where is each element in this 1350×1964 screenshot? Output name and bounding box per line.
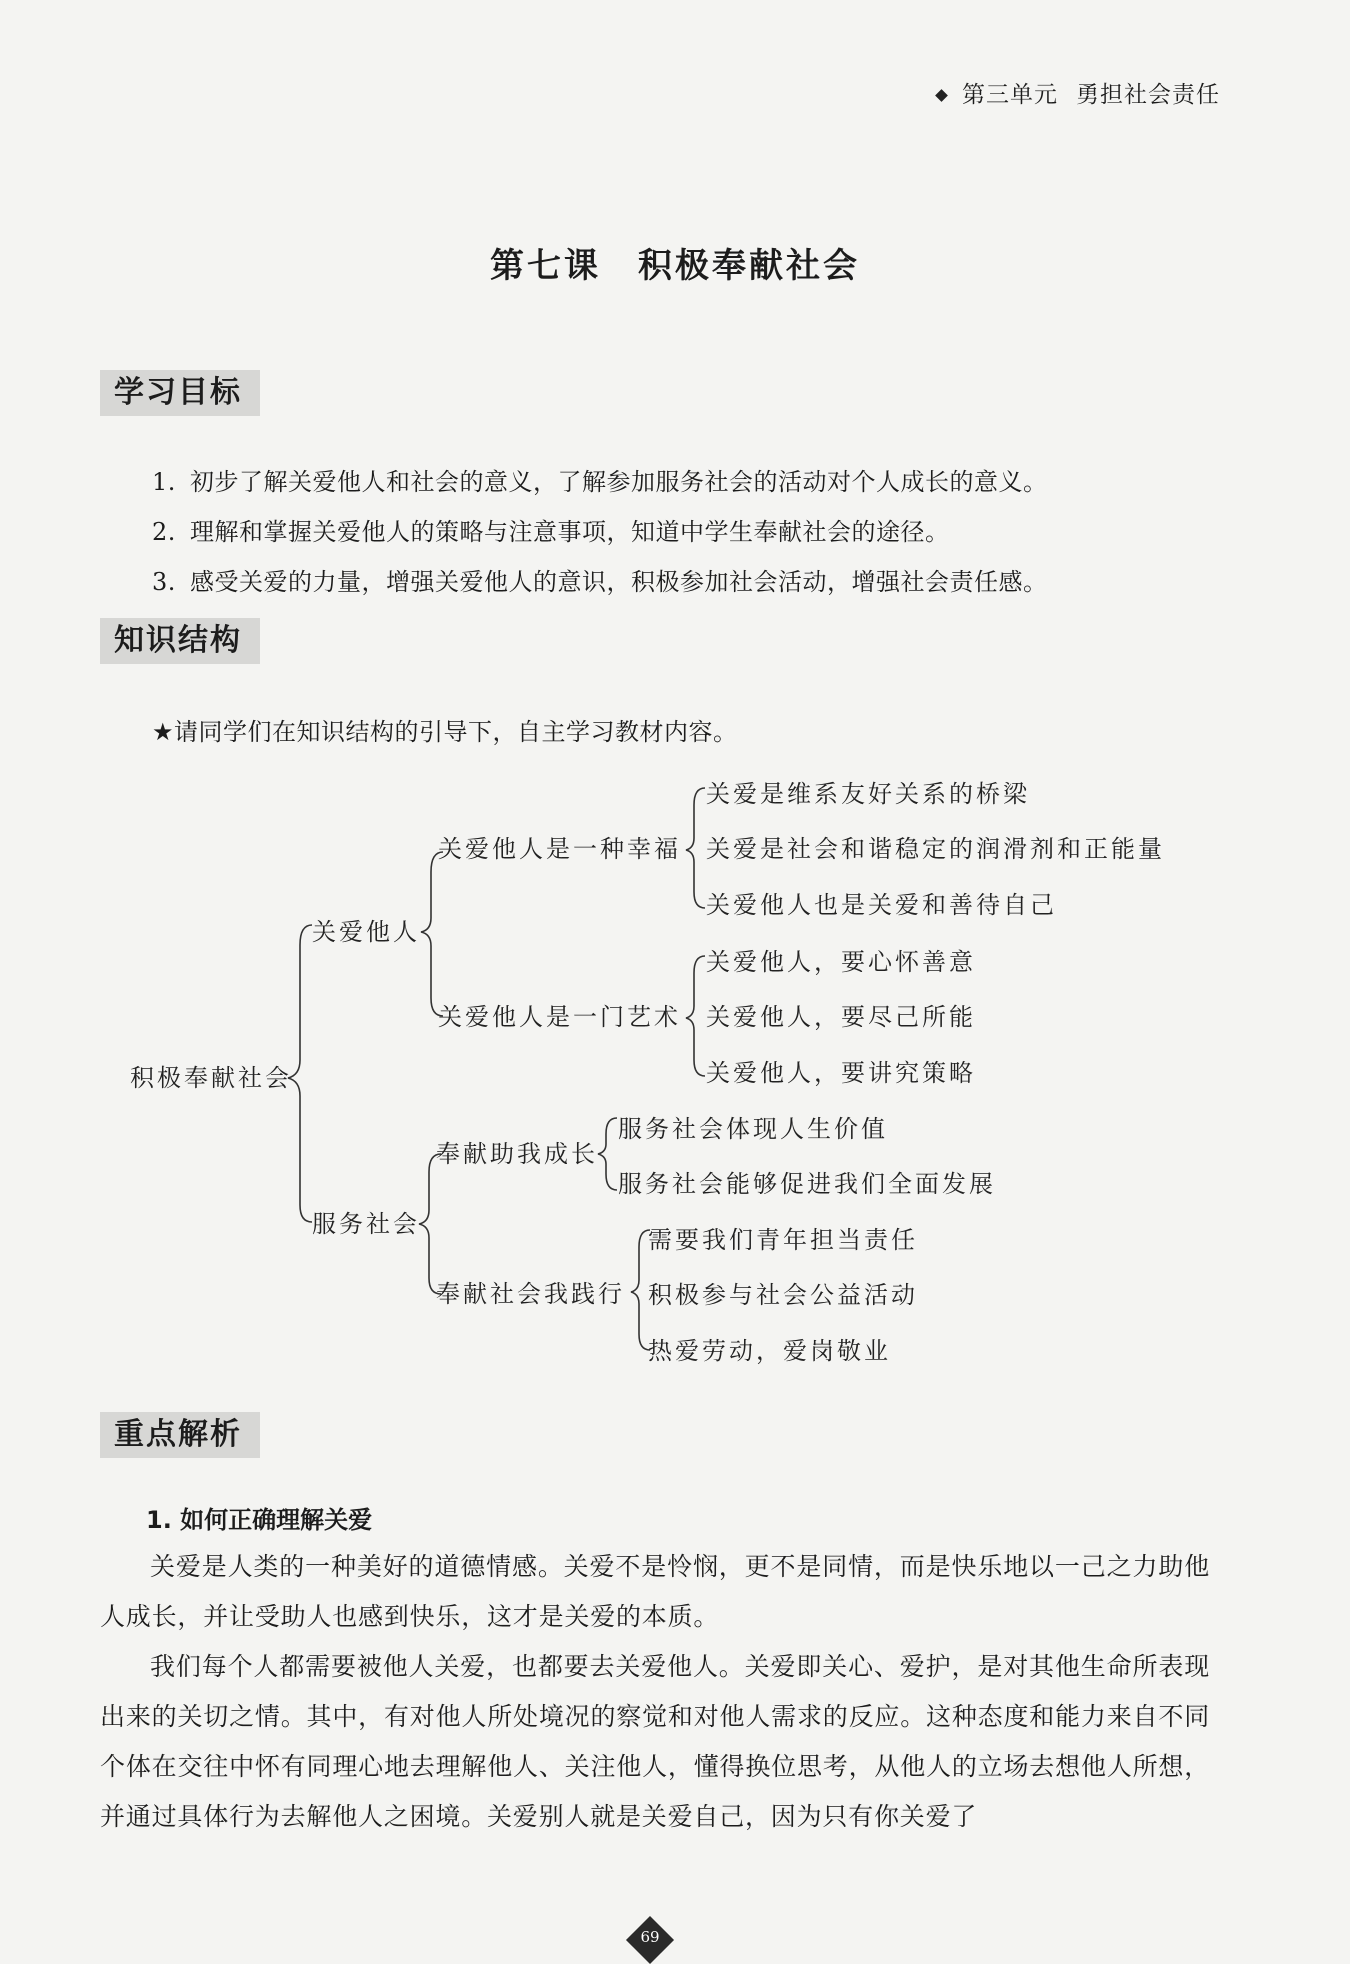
tree-node-serve-growth: 奉献助我成长 <box>436 1140 598 1168</box>
tree-leaf: 服务社会体现人生价值 <box>618 1115 888 1143</box>
page-number-badge <box>627 1917 673 1963</box>
goal-number: 2. <box>152 518 176 546</box>
analysis-heading: 重点解析 <box>100 1412 260 1458</box>
brace-growth <box>598 1118 617 1190</box>
goal-text: 感受关爱的力量，增强关爱他人的意识，积极参加社会活动，增强社会责任感。 <box>190 568 1048 596</box>
tree-root-node: 积极奉献社会 <box>130 1064 292 1092</box>
tree-node-care-art: 关爱他人是一门艺术 <box>438 1003 681 1031</box>
unit-title: 勇担社会责任 <box>1076 82 1220 108</box>
tree-leaf: 积极参与社会公益活动 <box>648 1281 918 1309</box>
goal-number: 1. <box>152 468 176 496</box>
body-paragraph: 关爱是人类的一种美好的道德情感。关爱不是怜悯，更不是同情，而是快乐地以一己之力助他人成长，并让受助人也感到快乐，这才是关爱的本质。 <box>100 1552 1210 1631</box>
point-title: 1. 如何正确理解关爱 <box>146 1506 373 1534</box>
tree-node-serve-practice: 奉献社会我践行 <box>436 1280 625 1308</box>
tree-branch-serve: 服务社会 <box>312 1210 420 1238</box>
lesson-title: 第七课 积极奉献社会 <box>490 246 860 286</box>
tree-leaf: 关爱他人，要心怀善意 <box>706 948 976 976</box>
goal-text: 理解和掌握关爱他人的策略与注意事项，知道中学生奉献社会的途径。 <box>190 518 950 546</box>
page-number: 69 <box>640 1928 660 1946</box>
brace-happiness <box>686 788 705 908</box>
goal-number: 3. <box>152 568 176 596</box>
tree-branch-care: 关爱他人 <box>312 918 420 946</box>
tree-leaf: 关爱是维系友好关系的桥梁 <box>706 780 1030 808</box>
tree-leaf: 关爱他人，要讲究策略 <box>706 1059 976 1087</box>
goal-text: 初步了解关爱他人和社会的意义，了解参加服务社会的活动对个人成长的意义。 <box>190 468 1048 496</box>
tree-leaf: 关爱他人也是关爱和善待自己 <box>706 891 1057 919</box>
tree-leaf: 关爱他人，要尽己所能 <box>706 1003 976 1031</box>
tree-leaf: 热爱劳动，爱岗敬业 <box>648 1337 891 1365</box>
tree-leaf: 服务社会能够促进我们全面发展 <box>618 1170 996 1198</box>
goals-heading: 学习目标 <box>100 370 260 416</box>
tree-node-care-happiness: 关爱他人是一种幸福 <box>438 835 681 863</box>
body-paragraph: 我们每个人都需要被他人关爱，也都要去关爱他人。关爱即关心、爱护，是对其他生命所表现出来的关切之情。其中，有对他人所处境况的察觉和对他人需求的反应。这种态度和能力来自不同个体在交往中怀有同理心地去理解他人、关注他人，懂得换位思考，从他人的立场去想他人所想，并通过具体行为去解他人之困境。关爱别人就是关爱自己，因为只有你关爱了 <box>100 1652 1210 1831</box>
brace-art <box>686 956 705 1076</box>
structure-intro: ★请同学们在知识结构的引导下，自主学习教材内容。 <box>152 718 738 746</box>
tree-leaf: 关爱是社会和谐稳定的润滑剂和正能量 <box>706 835 1165 863</box>
brace-serve <box>419 1154 441 1294</box>
brace-care <box>421 852 443 1016</box>
unit-number: 第三单元 <box>962 82 1058 108</box>
structure-heading: 知识结构 <box>100 618 260 664</box>
tree-leaf: 需要我们青年担当责任 <box>648 1226 918 1254</box>
